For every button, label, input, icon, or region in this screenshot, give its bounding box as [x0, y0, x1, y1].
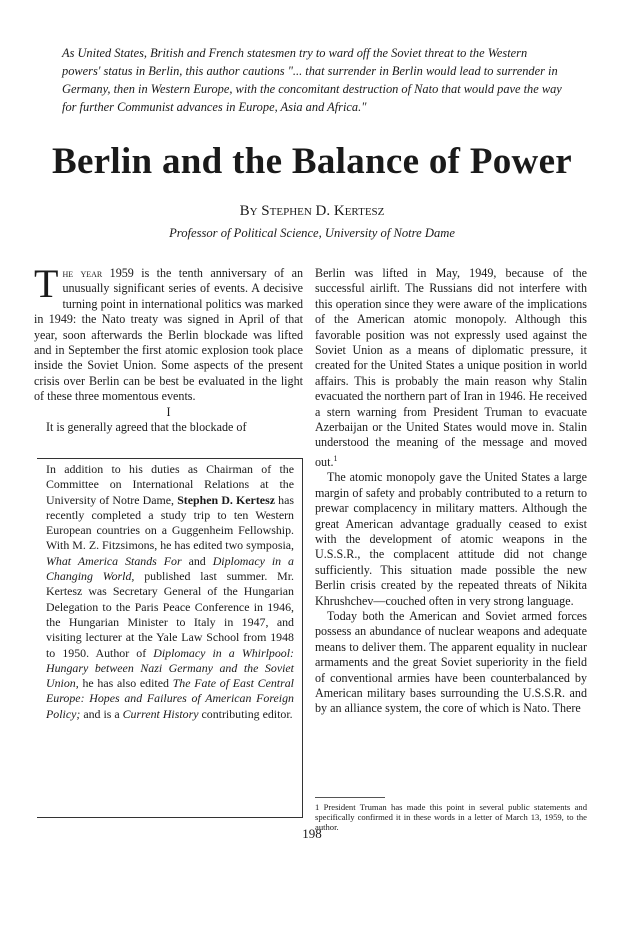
bio-text: has recently completed a study trip to ten Western European countries on a Guggenheim Fellowship. With M. Z. Fitzsimons, he has edited two symposia, — [46, 492, 294, 553]
paragraph-text: Berlin was lifted in May, 1949, because of the successful airlift. The Russians did not interfere with this operation since they were aware of the implications of the American atomic monopoly. Although this favorable position was not expressly used against the Soviet Union as a means of diplomatic pressure, it created for the United States a unique position in world affairs. This is probably the main reason why Stalin evacuated the northern part of Iran in 1946. He received a stern warning from President Truman to evacuate Azerbaijan or the United States would move in. Stalin understood the meaning of the message and moved out. — [315, 266, 587, 469]
right-paragraph: The atomic monopoly gave the United States a large margin of safety and probably contributed to a return to prewar complacency in military matters. Although the great American advantage gradually ceased to exist with the development of atomic weapons in the U.S.S.R., the complacent attitude did not change sufficiently. This situation made possible the new Berlin crisis created by the repeated threats of Nikita Khrushchev—couched often in very strong language. — [315, 470, 587, 608]
byline: By Stephen D. Kertesz — [239, 203, 385, 219]
intro-blurb: As United States, British and French statesmen try to ward off the Soviet threat to the Western powers' status in Berlin, this author cautions "... that surrender in Berlin would lead to surrender in Germany, then in Western Europe, with the concomitant destruction of Nato that would pave the way for further Communist advances in Europe, Asia and Africa." — [62, 46, 562, 114]
bio-text: published last summer. Mr. Kertesz was Secretary General of the Hungarian Delegation to the Paris Peace Conference in 1946, the Hungarian Minister to Italy in 1947, and visiting lecturer at the Yale Law School from 1948 to 1950. Author of — [46, 569, 294, 660]
bio-text: contributing editor. — [198, 706, 293, 721]
bio-book-title: What America Stands For — [46, 553, 182, 568]
opening-paragraph-text: 1959 is the tenth anniversary of an unusually significant series of events. A decisive turning point in international politics was marked in 1949: the Nato treaty was signed in April of that year, soon afterwards the Berlin blockade was lifted and in September the first atomic explosion took place inside the Soviet Union. Some aspects of the present crisis over Berlin can be best be evaluated in the light of these three momentous events. — [34, 266, 304, 404]
footnote: 1 President Truman has made this point in several public statements and specifically confirmed it in these words in a letter of March 13, 1959, to the author. — [315, 802, 587, 832]
bio-text: In addition to his duties as Chairman of the Committee on International Relations at the University of Notre Dame, — [46, 462, 294, 507]
author-affiliation: Professor of Political Science, University of Notre Dame — [169, 226, 455, 240]
left-column — [34, 261, 304, 435]
bio-book-title: Diplomacy in a Changing World, — [46, 553, 294, 584]
article-title: Berlin and the Balance of Power — [51, 141, 573, 182]
bio-magazine-title: Current History — [122, 706, 199, 721]
footnote-mark[interactable]: 1 — [333, 453, 338, 463]
bio-author-name: Stephen D. Kertesz — [177, 492, 275, 507]
drop-cap: T — [34, 261, 59, 306]
footnote-rule — [315, 797, 385, 798]
opening-paragraph — [34, 261, 304, 405]
lead-small-caps: he year — [62, 266, 103, 280]
section-paragraph: It is generally agreed that the blockade of — [46, 420, 247, 435]
page-number: 198 — [302, 826, 322, 841]
author-bio — [46, 462, 294, 722]
bio-book-title: Diplomacy in a Whirlpool: Hungary between Nazi Germany and the Soviet Union, — [46, 645, 294, 691]
bio-text: and is a — [80, 706, 123, 721]
right-paragraph: Today both the American and Soviet armed forces possess an abundance of nuclear weapons and adequate means to deliver them. The apparent equality in nuclear armaments and the great Soviet superiority in the field of conventional armies have been counterbalanced by American military bases surrounding the U.S.S.R. and by an alliance system, the core of which is Nato. There — [315, 608, 587, 716]
bio-text: and — [181, 553, 213, 568]
right-column — [315, 266, 587, 717]
right-paragraph — [315, 266, 587, 470]
section-number: I — [166, 404, 171, 419]
bio-text: he has also edited — [78, 676, 173, 691]
bio-book-title: The Fate of East Central Europe: Hopes and Failures of American Foreign Policy; — [46, 676, 294, 721]
